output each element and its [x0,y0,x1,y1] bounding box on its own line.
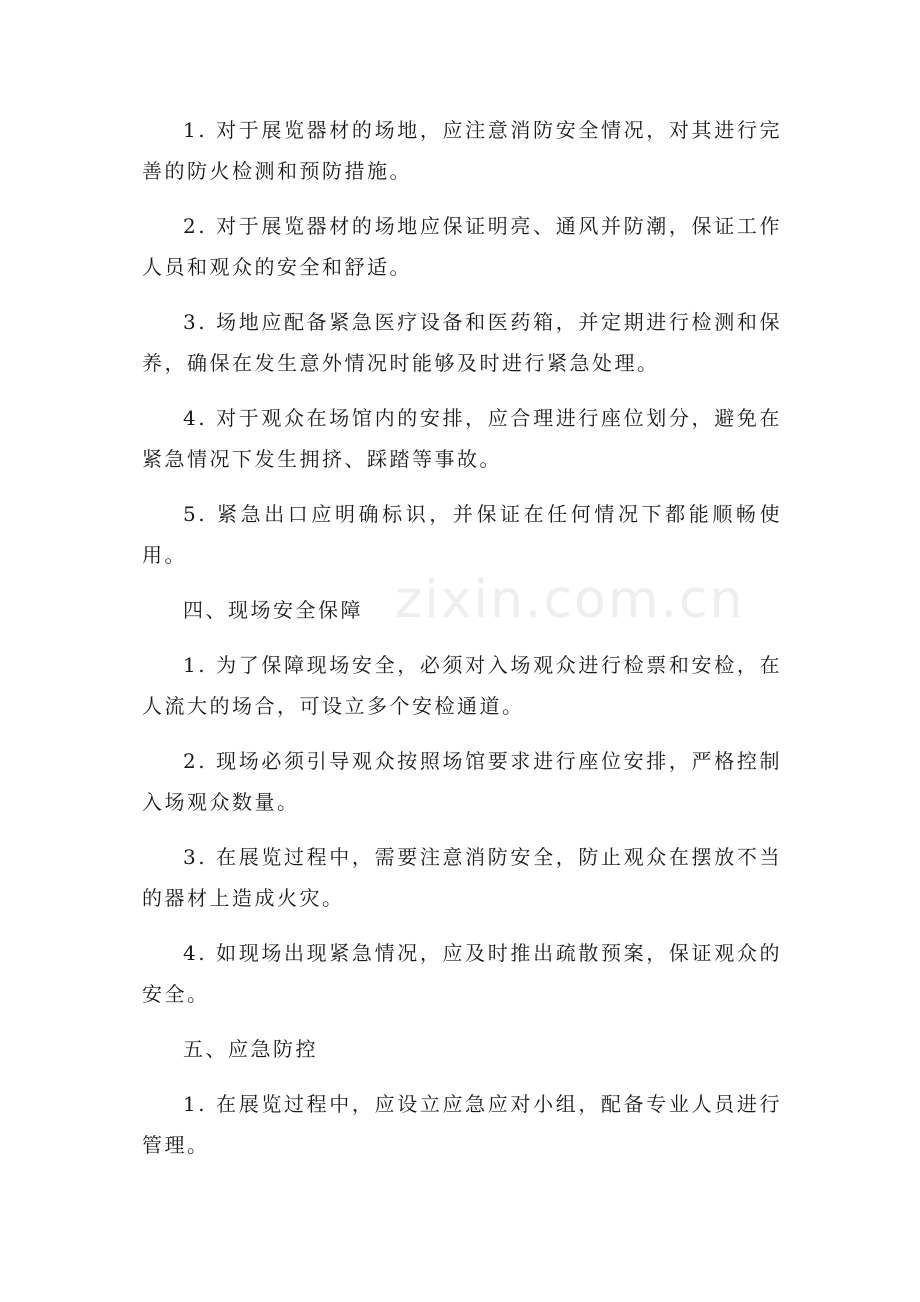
paragraph-3: 3. 场地应配备紧急医疗设备和医药箱，并定期进行检测和保养，确保在发生意外情况时能够及时进行紧急处理。 [142,310,782,375]
paragraph-6: 1. 为了保障现场安全，必须对入场观众进行检票和安检，在人流大的场合，可设立多个安检通道。 [142,653,782,718]
paragraph-5: 5. 紧急出口应明确标识，并保证在任何情况下都能顺畅使用。 [142,502,782,567]
paragraph-2: 2. 对于展览器材的场地应保证明亮、通风并防潮，保证工作人员和观众的安全和舒适。 [142,214,782,279]
paragraph-7: 2. 现场必须引导观众按照场馆要求进行座位安排，严格控制入场观众数量。 [142,749,782,814]
paragraph-4: 4. 对于观众在场馆内的安排，应合理进行座位划分，避免在紧急情况下发生拥挤、踩踏等事故。 [142,406,782,471]
paragraph-8: 3. 在展览过程中，需要注意消防安全，防止观众在摆放不当的器材上造成火灾。 [142,845,782,910]
document-body [142,110,782,1180]
section-heading-4: 四、现场安全保障 [183,598,363,622]
paragraph-10: 1. 在展览过程中，应设立应急应对小组，配备专业人员进行管理。 [142,1092,782,1157]
paragraph-9: 4. 如现场出现紧急情况，应及时推出疏散预案，保证观众的安全。 [142,941,782,1006]
paragraph-1: 1. 对于展览器材的场地，应注意消防安全情况，对其进行完善的防火检测和预防措施。 [142,118,782,183]
watermark-text: zixin.com.cn [395,570,745,630]
section-heading-5: 五、应急防控 [183,1037,318,1061]
